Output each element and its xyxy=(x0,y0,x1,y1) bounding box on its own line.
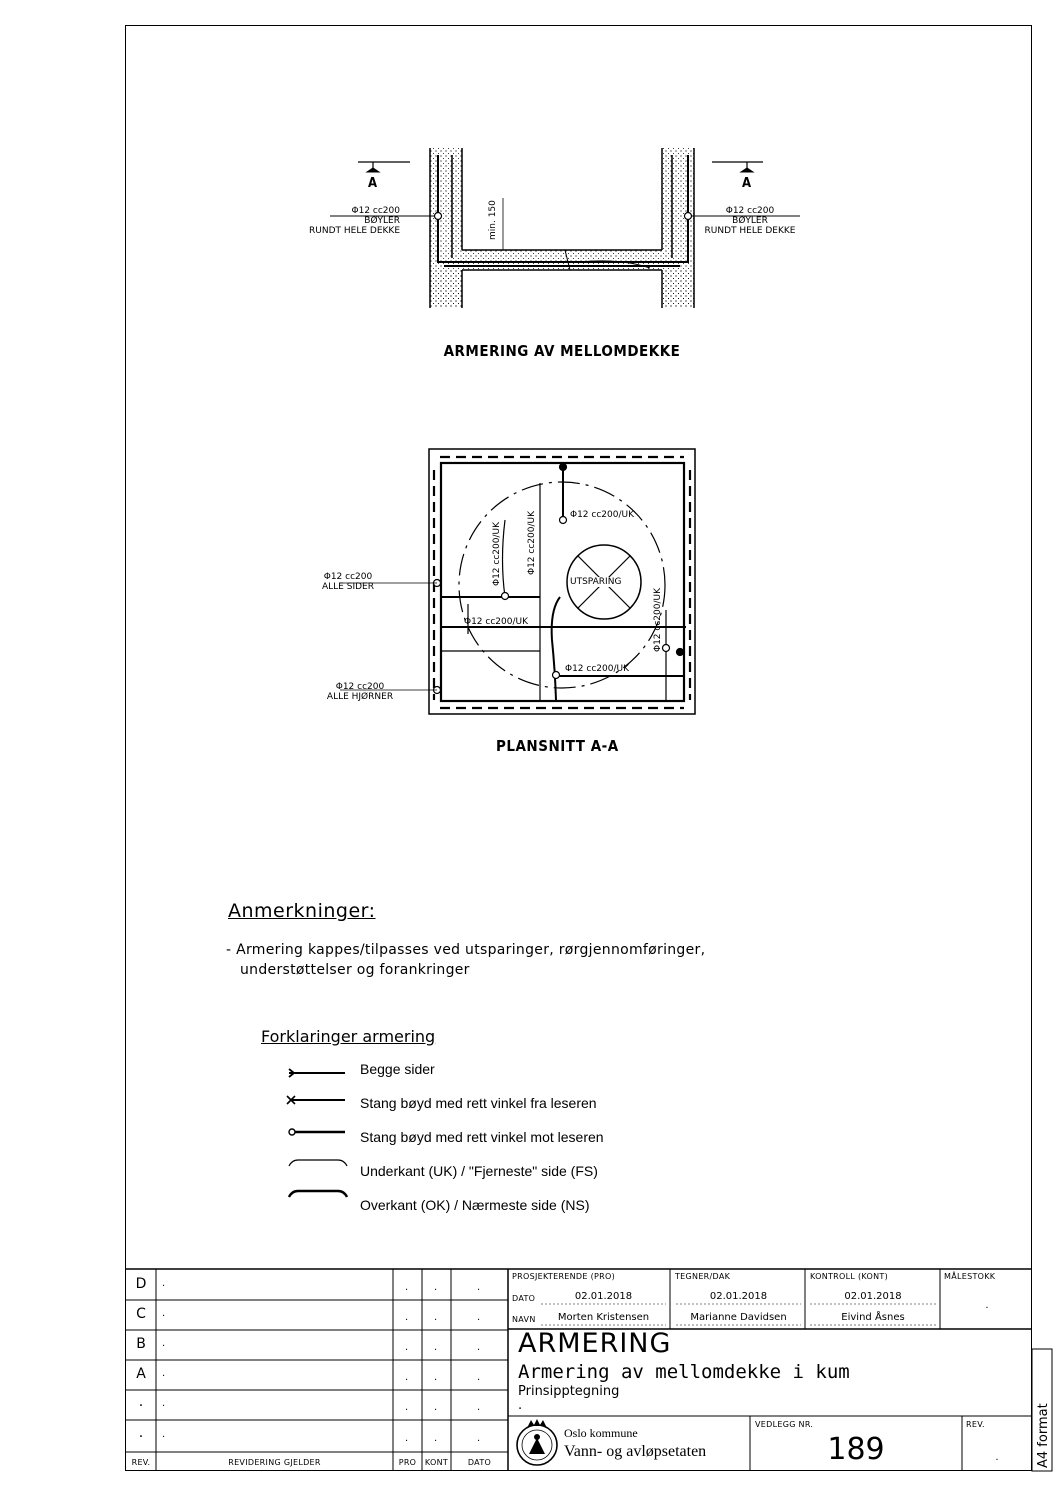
rev-row-6-text: . xyxy=(162,1429,166,1440)
rev-row-d-kont: . xyxy=(434,1282,438,1293)
utsparing-label: UTSPARING xyxy=(570,577,622,587)
legend-item-begge-sider: Begge sider xyxy=(360,1061,435,1077)
rev-row-6-rev: . xyxy=(138,1425,144,1441)
drawing-subtitle-2: Prinsipptegning xyxy=(518,1384,620,1399)
section-marker-a-left: A xyxy=(368,176,378,191)
dato-pro: 02.01.2018 xyxy=(574,1291,633,1302)
plan-label-uk-vert-1: Φ12 cc200/UK xyxy=(492,522,502,586)
drawing-subtitle: Armering av mellomdekke i kum xyxy=(518,1361,850,1383)
rev-row-c-text: . xyxy=(162,1308,166,1319)
min-150-label: min. 150 xyxy=(488,200,498,240)
rev-row-d-dato: . xyxy=(477,1282,481,1293)
kontroll-label: KONTROLL (KONT) xyxy=(810,1272,889,1281)
notes-heading: Anmerkninger: xyxy=(228,900,376,922)
rev-label: REV. xyxy=(966,1420,985,1429)
plan-label-alle-sider: Φ12 cc200 ALLE SIDER xyxy=(322,572,374,592)
legend-item-uk: Underkant (UK) / "Fjerneste" side (FS) xyxy=(360,1163,598,1179)
drawing-subtitle-3: . xyxy=(518,1398,523,1413)
rev-row-d-rev: D xyxy=(135,1276,147,1292)
rev-row-a-kont: . xyxy=(434,1372,438,1383)
rev-row-6-dato: . xyxy=(477,1433,481,1444)
tegner-label: TEGNER/DAK xyxy=(675,1272,731,1281)
rev-row-5-pro: . xyxy=(405,1402,409,1413)
malestokk-value: . xyxy=(985,1300,989,1311)
rev-row-5-rev: . xyxy=(138,1394,144,1410)
rev-row-5-kont: . xyxy=(434,1402,438,1413)
plan-label-uk-horizontal: Φ12 cc200/UK xyxy=(464,617,528,627)
rev-row-d-pro: . xyxy=(405,1282,409,1293)
rev-row-b-rev: B xyxy=(136,1336,146,1352)
plan-label-uk-vert-2: Φ12 cc200/UK xyxy=(527,511,537,575)
rev-row-b-dato: . xyxy=(477,1342,481,1353)
navn-tegner: Marianne Davidsen xyxy=(690,1312,787,1323)
rev-row-d-text: . xyxy=(162,1278,166,1289)
rev-row-c-kont: . xyxy=(434,1312,438,1323)
rebar-label-right: Φ12 cc200 BØYLER RUNDT HELE DEKKE xyxy=(704,206,796,236)
dato-label: DATO xyxy=(512,1294,536,1303)
rev-row-6-kont: . xyxy=(434,1433,438,1444)
vedlegg-value: 189 xyxy=(827,1432,885,1467)
rev-row-c-pro: . xyxy=(405,1312,409,1323)
navn-label: NAVN xyxy=(512,1315,536,1324)
section-marker-a-right: A xyxy=(742,176,752,191)
org-name-1: Oslo kommune xyxy=(564,1426,638,1440)
notes-line-1: - Armering kappes/tilpasses ved utsparinger, rørgjennomføringer, xyxy=(226,942,706,958)
vedlegg-label: VEDLEGG NR. xyxy=(755,1420,814,1429)
rev-row-b-pro: . xyxy=(405,1342,409,1353)
a4-format-label: A4 format xyxy=(1036,1403,1051,1468)
dato-tegner: 02.01.2018 xyxy=(709,1291,768,1302)
rev-row-6-pro: . xyxy=(405,1433,409,1444)
rev-row-5-text: . xyxy=(162,1398,166,1409)
rev-header-pro: PRO xyxy=(398,1458,417,1467)
legend-item-mot-leseren: Stang bøyd med rett vinkel mot leseren xyxy=(360,1129,604,1145)
section-title: ARMERING AV MELLOMDEKKE xyxy=(443,342,681,360)
plan-label-alle-hjorner: Φ12 cc200 ALLE HJØRNER xyxy=(326,682,394,702)
rev-row-b-text: . xyxy=(162,1338,166,1349)
navn-pro: Morten Kristensen xyxy=(557,1312,650,1323)
rev-row-5-dato: . xyxy=(477,1402,481,1413)
legend-heading: Forklaringer armering xyxy=(261,1027,436,1046)
rev-row-c-rev: C xyxy=(136,1306,146,1322)
org-name-2: Vann- og avløpsetaten xyxy=(564,1443,707,1460)
rev-row-a-rev: A xyxy=(136,1366,146,1382)
navn-kont: Eivind Åsnes xyxy=(841,1312,905,1323)
dato-kont: 02.01.2018 xyxy=(844,1291,902,1302)
rev-header-rev: REV. xyxy=(131,1458,151,1467)
rev-row-a-dato: . xyxy=(477,1372,481,1383)
legend-item-ok: Overkant (OK) / Nærmeste side (NS) xyxy=(360,1197,590,1213)
rev-row-b-kont: . xyxy=(434,1342,438,1353)
rev-header-kont: KONT xyxy=(424,1458,449,1467)
plan-label-uk-top: Φ12 cc200/UK xyxy=(570,510,634,520)
drawing-title: ARMERING xyxy=(518,1328,672,1359)
plan-label-uk-bottom: Φ12 cc200/UK xyxy=(565,664,629,674)
rev-row-a-pro: . xyxy=(405,1372,409,1383)
plan-label-uk-vert-right: Φ12 cc200/UK xyxy=(653,588,663,652)
oslo-kommune-logo xyxy=(514,1418,560,1468)
malestokk-label: MÅLESTOKK xyxy=(944,1272,996,1281)
notes-line-2: understøttelser og forankringer xyxy=(240,962,470,978)
rev-row-a-text: . xyxy=(162,1368,166,1379)
plan-title: PLANSNITT A-A xyxy=(496,737,619,755)
rebar-label-left: Φ12 cc200 BØYLER RUNDT HELE DEKKE xyxy=(309,206,400,236)
rev-header-dato: DATO xyxy=(467,1458,492,1467)
prosjekterende-label: PROSJEKTERENDE (PRO) xyxy=(512,1272,616,1281)
rev-header-text: REVIDERING GJELDER xyxy=(228,1458,321,1467)
legend-item-fra-leseren: Stang bøyd med rett vinkel fra leseren xyxy=(360,1095,597,1111)
rev-row-c-dato: . xyxy=(477,1312,481,1323)
rev-value: . xyxy=(995,1452,999,1463)
